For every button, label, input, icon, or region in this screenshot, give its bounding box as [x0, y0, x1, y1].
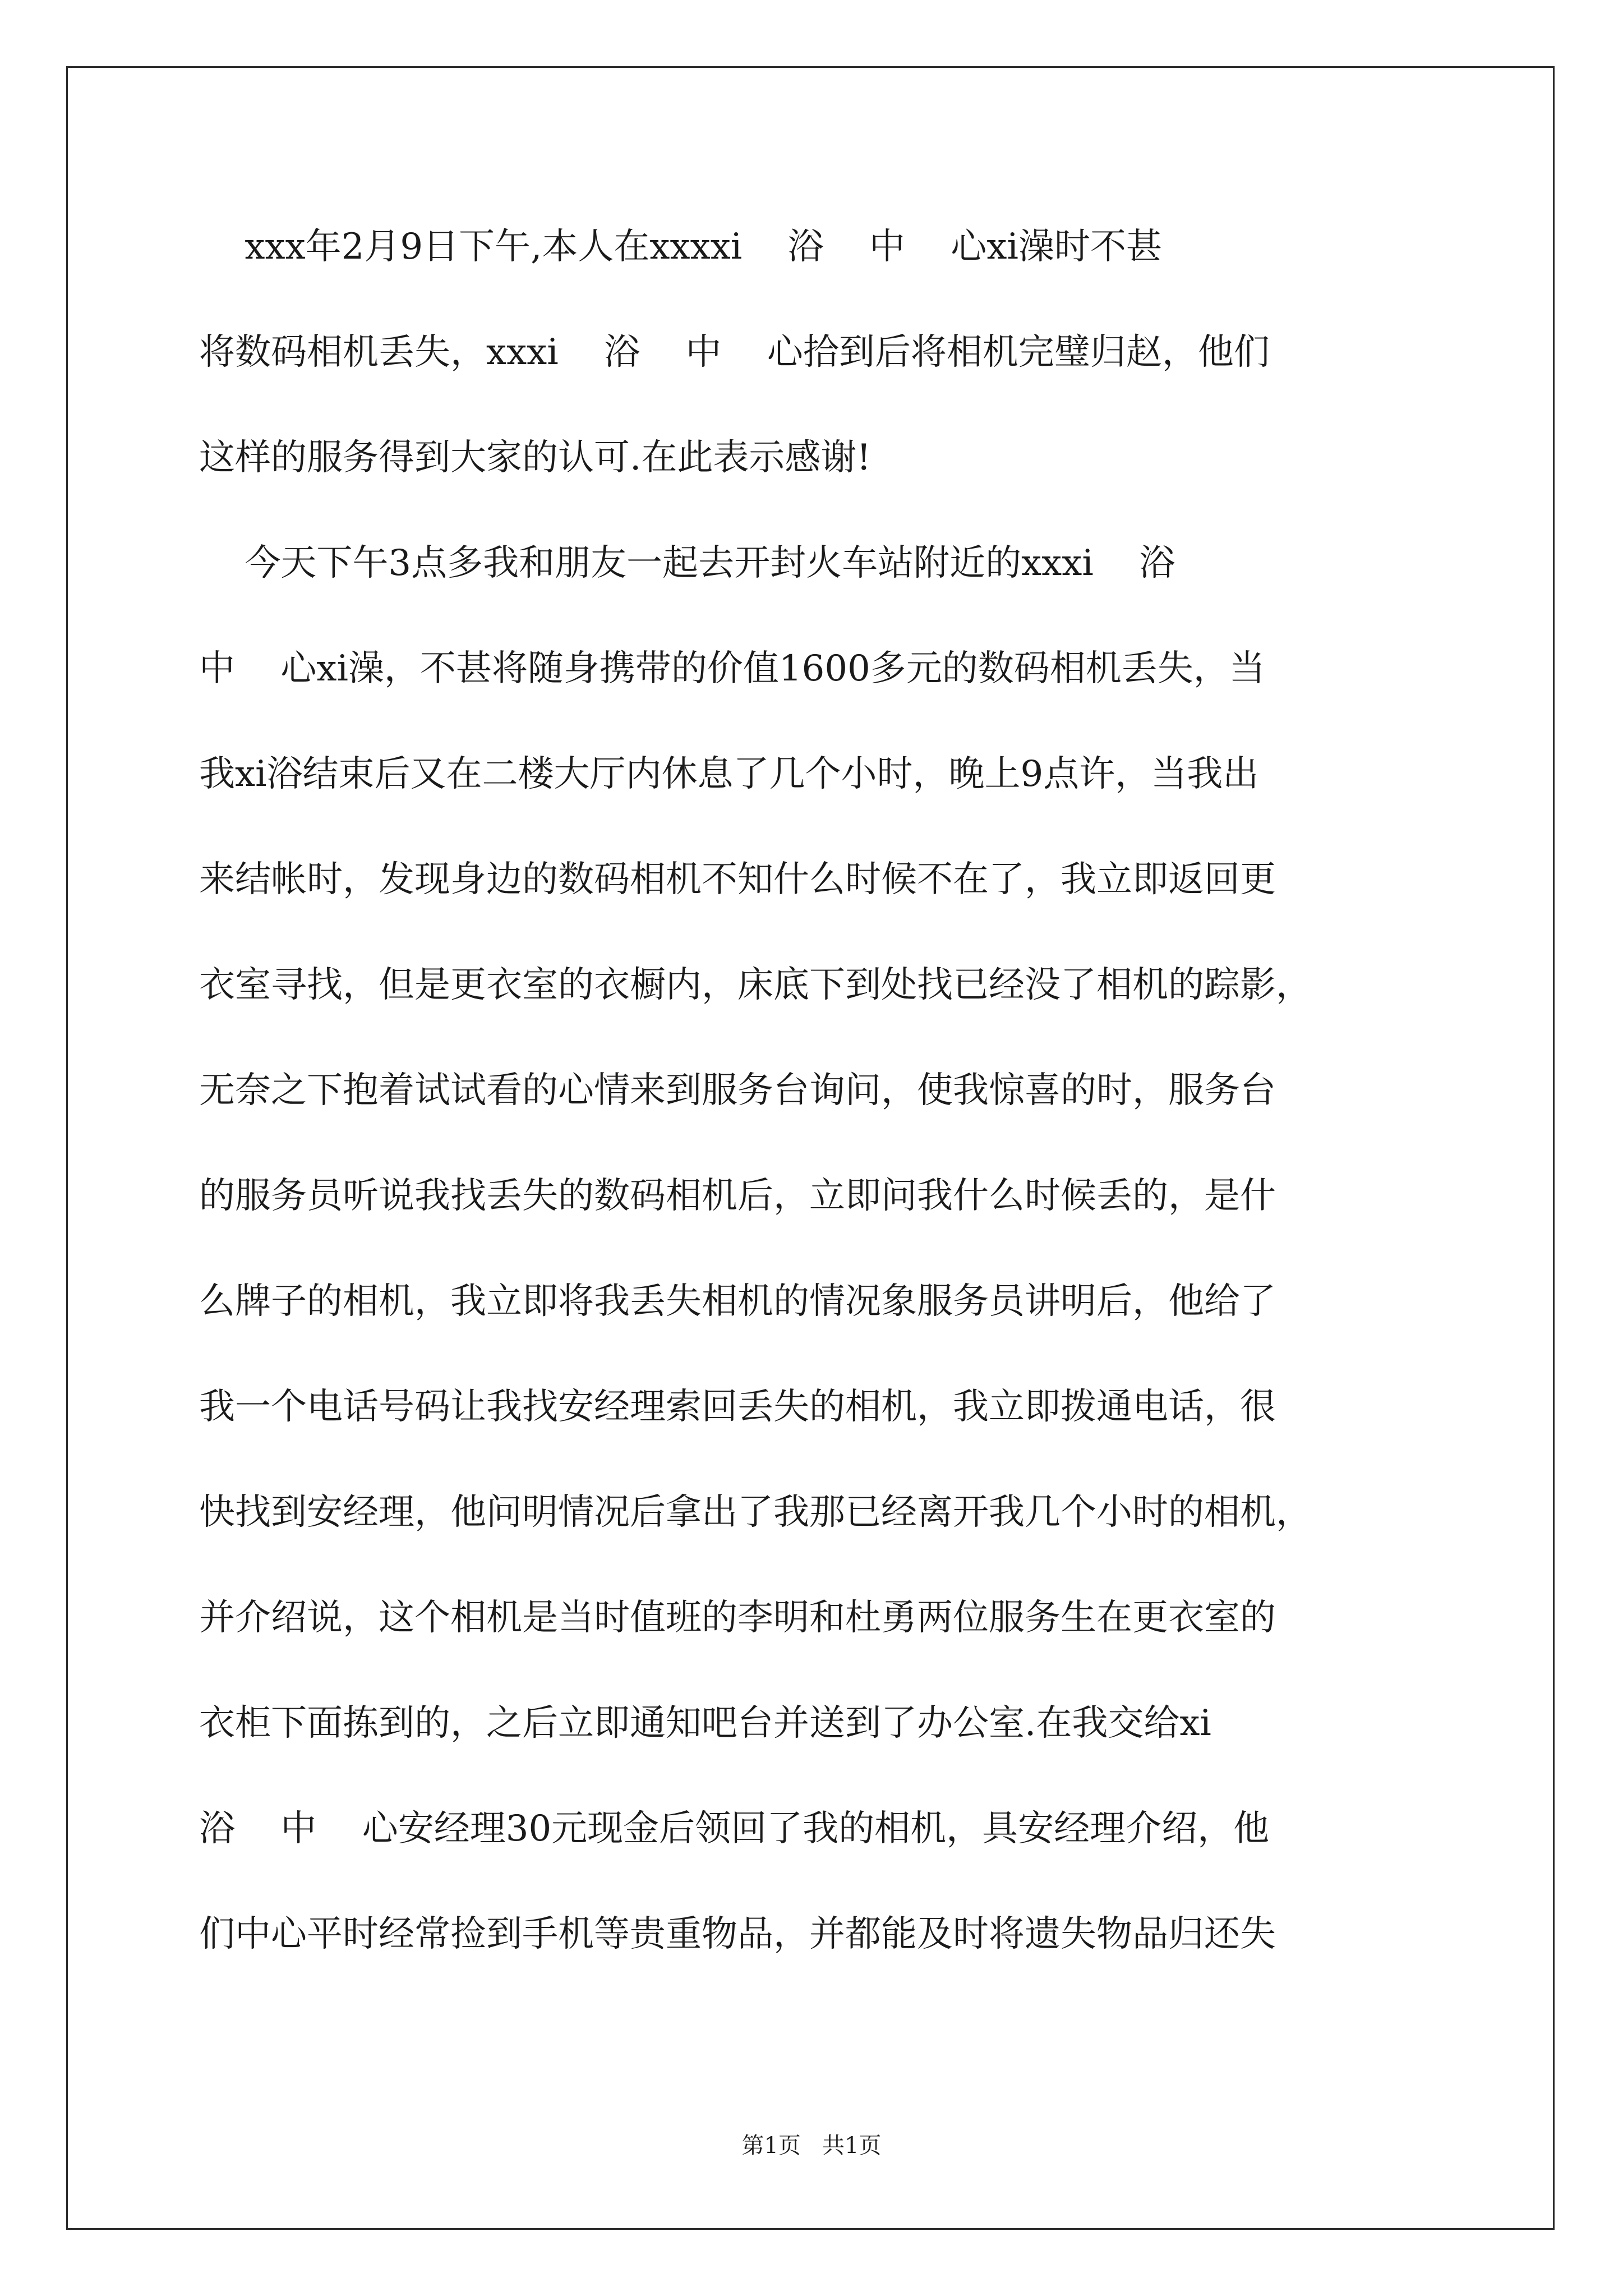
text-line: 的服务员听说我找丢失的数码相机后，立即问我什么时候丢的，是什	[199, 1175, 1276, 1217]
text-line: 今天下午3点多我和朋友一起去开封火车站附近的xxxi 浴	[199, 542, 1175, 584]
text-line: xxx年2月9日下午,本人在xxxxi 浴 中 心xi澡时不甚	[199, 226, 1162, 268]
text-line: 我xi浴结束后又在二楼大厅内休息了几个小时，晚上9点许，当我出	[199, 753, 1259, 795]
text-line: 快找到安经理，他问明情况后拿出了我那已经离开我几个小时的相机，	[199, 1492, 1312, 1533]
text-line: 无奈之下抱着试试看的心情来到服务台询问，使我惊喜的时，服务台	[199, 1070, 1276, 1111]
text-line: 并介绍说，这个相机是当时值班的李明和杜勇两位服务生在更衣室的	[199, 1597, 1276, 1639]
text-line: 中 心xi澡，不甚将随身携带的价值1600多元的数码相机丢失，当	[199, 648, 1265, 689]
text-line: 们中心平时经常捡到手机等贵重物品，并都能及时将遗失物品归还失	[199, 1913, 1276, 1955]
document-body	[199, 216, 1433, 2009]
text-line: 么牌子的相机，我立即将我丢失相机的情况象服务员讲明后，他给了	[199, 1281, 1276, 1322]
text-line: 来结帐时，发现身边的数码相机不知什么时候不在了，我立即返回更	[199, 859, 1276, 900]
text-line: 这样的服务得到大家的认可.在此表示感谢!	[199, 437, 872, 478]
text-line: 我一个电话号码让我找安经理索回丢失的相机，我立即拨通电话，很	[199, 1386, 1276, 1428]
text-line: 将数码相机丢失，xxxi 浴 中 心拾到后将相机完璧归赵，他们	[199, 332, 1270, 373]
page-number-footer: 第1页 共1页	[741, 2133, 882, 2159]
text-line: 浴 中 心安经理30元现金后领回了我的相机，具安经理介绍，他	[199, 1808, 1270, 1849]
text-line: 衣室寻找，但是更衣室的衣橱内，床底下到处找已经没了相机的踪影，	[199, 964, 1312, 1006]
text-line: 衣柜下面拣到的，之后立即通知吧台并送到了办公室.在我交给xi	[199, 1703, 1211, 1744]
